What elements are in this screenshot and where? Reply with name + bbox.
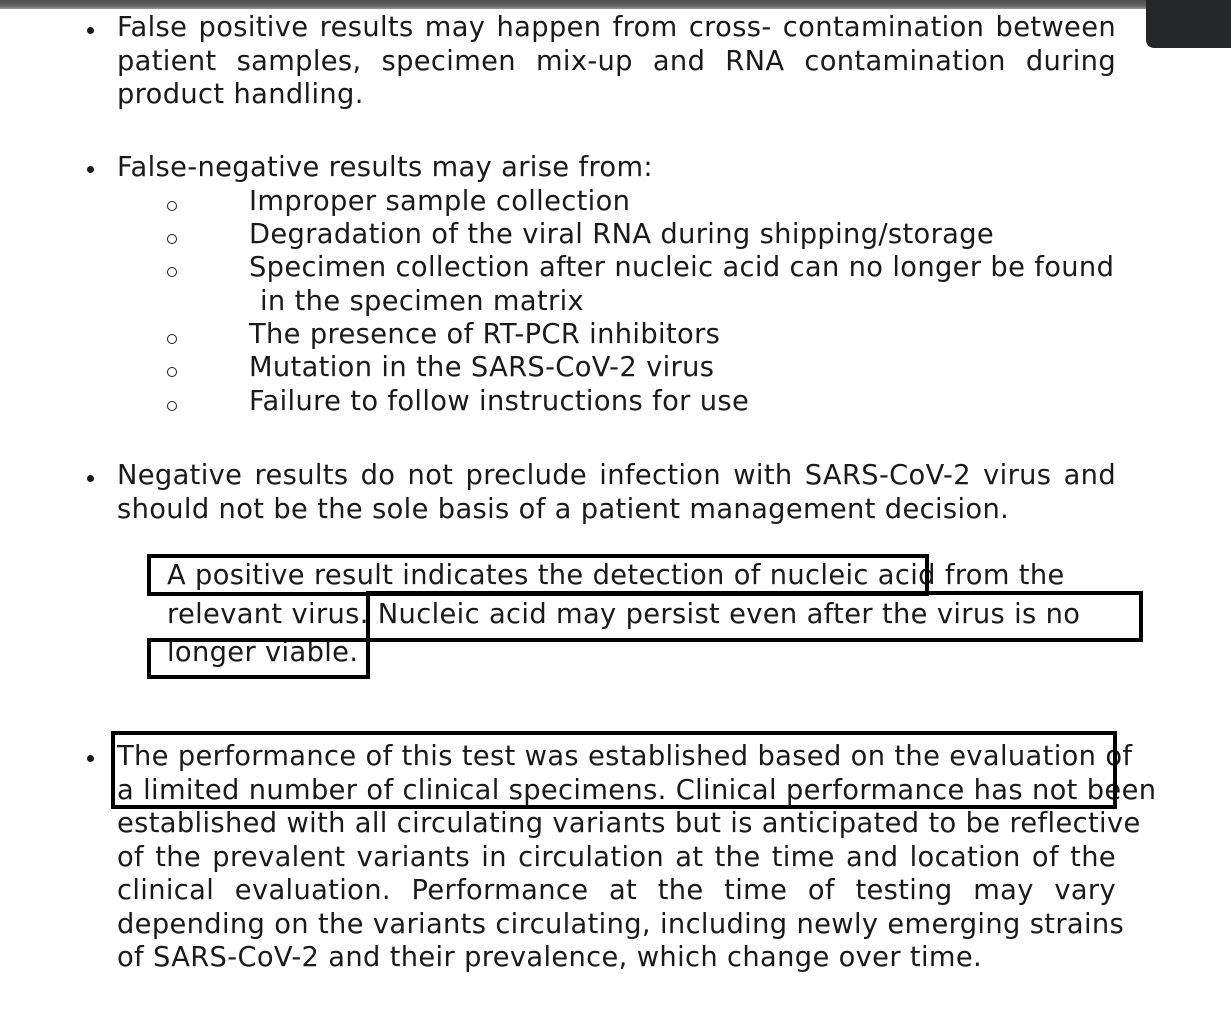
text-line: of SARS-CoV-2 and their prevalence, which change over time. [117,942,983,973]
text-line: Negative results do not preclude infection with SARS-CoV-2 virus and [117,460,1116,491]
bullet-intro-2: False-negative results may arise from: [117,152,653,183]
sub-bullet-circle [167,334,177,344]
toolbar-corner [1146,0,1231,48]
bullet-dot [87,27,94,34]
bullet-paragraph-3 [117,459,1116,526]
text-line: depending on the variants circulating, including newly emerging strains [117,908,1125,940]
highlight-box [366,591,1143,642]
sub-item: Failure to follow instructions for use [249,386,750,417]
text-line: a limited number of clinical specimens. Clinical performance has not been [117,774,1157,806]
note-line: longer viable. [167,637,359,668]
window-top-bar [0,0,1231,9]
text-line: False positive results may happen from cross- contamination between [117,12,1116,43]
text-line: should not be the sole basis of a patient management decision. [117,493,1010,525]
sub-item-continuation: in the specimen matrix [260,286,585,317]
sub-bullet-circle [167,234,177,244]
text-line: product handling. [117,79,364,110]
sub-item: Specimen collection after nucleic acid can no longer be found [249,252,1115,283]
sub-item: Degradation of the viral RNA during shipping/storage [249,219,995,250]
highlight-box [147,638,370,679]
sub-item: Improper sample collection [249,186,631,217]
sub-item: Mutation in the SARS-CoV-2 virus [249,352,715,383]
text-line: clinical evaluation. Performance at the time of testing may vary [117,875,1116,906]
sub-item: The presence of RT-PCR inhibitors [249,319,721,350]
text-line: established with all circulating variants but is anticipated to be reflective [117,808,1141,839]
highlight-box [147,554,929,596]
note-line: A positive result indicates the detection of nucleic acid from the [167,560,1065,591]
sub-bullet-circle [167,367,177,377]
bullet-dot [87,166,94,173]
bullet-dot [87,475,94,482]
highlight-box [111,731,1157,809]
note-line: relevant virus. Nucleic acid may persist even after the virus is no [167,599,1081,630]
text-line: of the prevalent variants in circulation at the time and location of the [117,841,1116,873]
sub-bullet-circle [167,401,177,411]
sub-bullet-circle [167,267,177,277]
bullet-dot [87,755,94,762]
text-line: The performance of this test was established based on the evaluation of [117,741,1133,772]
sub-bullet-circle [167,201,177,211]
bullet-paragraph-1 [117,11,1116,112]
text-line: patient samples, specimen mix-up and RNA contamination during [117,45,1116,77]
